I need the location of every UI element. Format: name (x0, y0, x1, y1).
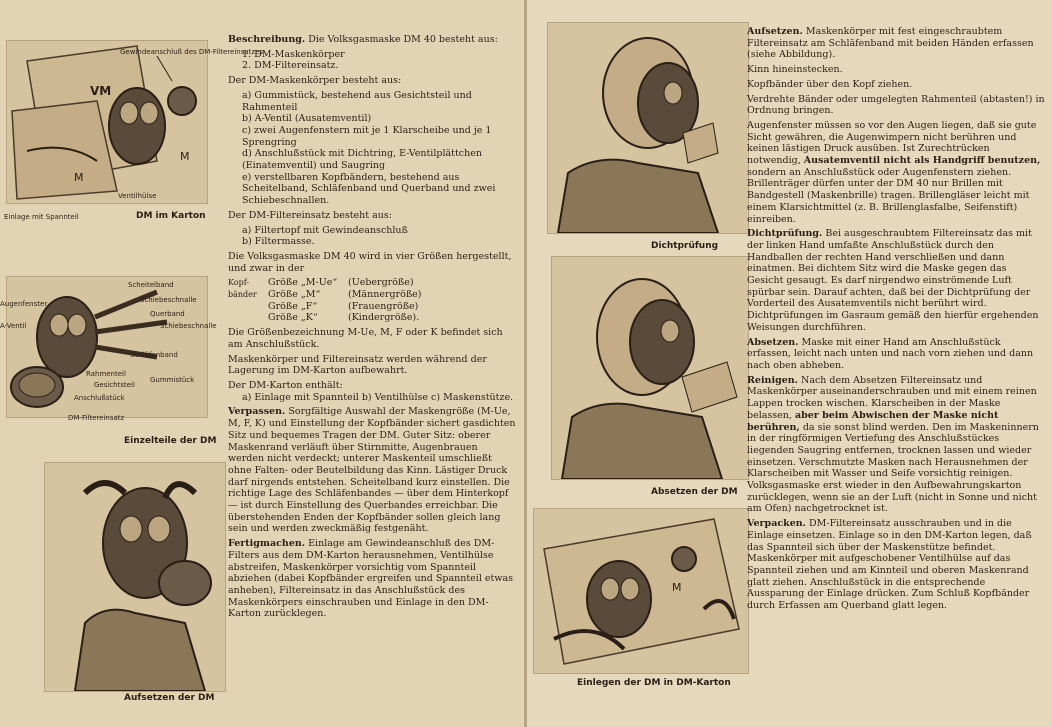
list-item: 1. DM-Maskenkörper (242, 48, 345, 60)
emphasis: aber beim Abwischen der Maske nicht berühren, (747, 409, 999, 433)
list-item: a) Einlage mit Spannteil b) Ventilhülse c) Maskenstütze. (242, 391, 514, 403)
box-mark: M (74, 171, 84, 184)
figure-label: Schläfenband (130, 351, 178, 359)
heading-reinigen: Reinigen. (747, 374, 798, 386)
heading-dichtpruefung: Dichtprüfung. (747, 228, 823, 240)
paragraph: sondern an Anschlußstück oder Augenfenstern ziehen. Brillenträger dürfen unter der DM 40 nur Brillen mit Bandgestell (Maskenbrille) tragen. Brillengläser leicht mit einem Klarsichtmittel (z. B. Brillenglasfalbe, Seifenstift) einreiben. (747, 166, 1030, 225)
figure-caption: Einlegen der DM in DM-Karton (577, 678, 731, 688)
paragraph: Sorgfältige Auswahl der Maskengröße (M-Ue, M, F, K) und Einstellung der Kopfbänder sichert gasdichten Sitz und bequemes Tragen der DM. Guter Sitz: oberer Maskenrand verläuft über Stirnmitte, Augenbrauen werden nicht verdeckt; unterer Maskenteil umschließt ohne Falten- oder Beutelbildung das Kinn. Lästiger Druck darf nirgends entstehen. Scheitelband kurz einstellen. Die richtige Lage des Schläfenbandes — über dem Hinterkopf — ist durch Einstellung des Querbandes erreichbar. Die überstehenden Enden der Kopfbänder sollen gleich lang sein und werden zweckmäßig festgenäht. (228, 406, 516, 535)
figure-label: Schiebeschnalle (140, 296, 197, 304)
heading-beschreibung: Beschreibung. (228, 34, 306, 45)
figure-label: Gummistück (150, 376, 195, 384)
illustration-putting-on-mask (44, 462, 226, 692)
heading-absetzen: Absetzen. (747, 336, 799, 348)
figure-label: Ventilhülse (118, 192, 157, 200)
figure-label: Scheitelband (128, 281, 174, 289)
size-name: Größe „M-Ue“ (268, 277, 338, 289)
list-item: a) Gummistück, bestehend aus Gesichtsteil und Rahmenteil (242, 89, 472, 113)
paragraph: Maskenkörper mit fest eingeschraubtem Filtereinsatz am Schläfenband mit beiden Händen erfassen (siehe Abbildung). (747, 26, 1034, 61)
figure-caption: Aufsetzen der DM (124, 693, 215, 703)
illustration-taking-off (551, 256, 749, 480)
figure-label: A-Ventil (0, 322, 27, 330)
paragraph: Maskenkörper und Filtereinsatz werden während der Lagerung im DM-Karton aufbewahrt. (228, 353, 487, 377)
paragraph: Augenfenster müssen so vor den Augen liegen, daß sie gute Sicht gewähren, die Augenwimpern nicht berühren und keinen lästigen Druck ausüben. Ist Zurechtrücken notwendig, (747, 119, 1037, 167)
paragraph: Die Volksgasmaske DM 40 wird in vier Größen hergestellt, und zwar in der (228, 250, 512, 274)
figure-caption: Absetzen der DM (651, 487, 738, 497)
sizes-label: Kopf-bänder (228, 278, 257, 300)
list-item: b) A-Ventil (Ausatemventil) (242, 113, 372, 125)
heading-verpassen: Verpassen. (228, 406, 286, 418)
box-mark: M (672, 581, 682, 594)
list-item: d) Anschlußstück mit Dichtring, E-Ventilplättchen (Einatemventil) und Saugring (242, 148, 482, 172)
size-desc: (Männergröße) (348, 289, 422, 301)
sizes-table (228, 277, 516, 324)
paragraph: Verdrehte Bänder oder umgelegten Rahmenteil (abtasten!) in Ordnung bringen. (747, 93, 1045, 117)
figure-label: Einlage mit Spannteil (4, 213, 79, 221)
illustration-dm-in-box (6, 40, 208, 204)
figure-caption: Dichtprüfung (651, 241, 719, 251)
figure-label: Rahmenteil (86, 370, 126, 378)
figure-label: Augenfenster (0, 300, 48, 308)
size-name: Größe „M“ (268, 289, 321, 301)
paragraph: Kopfbänder über den Kopf ziehen. (747, 78, 913, 90)
figure-label: Gesichtsteil (94, 381, 135, 389)
figure-label: DM-Filtereinsatz (68, 414, 125, 422)
list-item: b) Filtermasse. (242, 236, 315, 248)
paragraph: Maske mit einer Hand am Anschlußstück erfassen, leicht nach unten und nach vorn ziehen und dann nach oben abheben. (747, 336, 1034, 371)
list-item: 2. DM-Filtereinsatz. (242, 60, 339, 72)
paragraph: Der DM-Maskenkörper besteht aus: (228, 75, 402, 87)
size-name: Größe „K“ (268, 312, 318, 324)
right-page (527, 0, 1052, 727)
paragraph: Bei ausgeschraubtem Filtereinsatz das mit der linken Hand umfaßte Anschlußstück durch den Handballen der rechten Hand verschließen und dann einatmen. Bei dichtem Sitz wird die Maske gegen das Gesicht gesaugt. Es darf nirgendwo einströmende Luft spürbar sein. Darauf achten, daß bei der Dichtprüfung der Vorderteil des Ausatemventils nicht berührt wird. Dichtprüfungen im Gasraum gemäß den hierfür ergehenden Weisungen durchführen. (747, 228, 1039, 333)
left-page (0, 0, 524, 727)
box-mark: M (180, 150, 190, 163)
heading-verpacken: Verpacken. (747, 518, 806, 530)
paragraph: Die Größenbezeichnung M-Ue, M, F oder K befindet sich am Anschlußstück. (228, 327, 503, 350)
illustration-seal-test (547, 22, 749, 234)
size-name: Größe „F“ (268, 300, 318, 312)
left-text-column (228, 34, 516, 623)
figure-label: Gewindeanschluß des DM-Filtereinsatzes (120, 48, 264, 56)
figure-label: Schiebeschnalle (160, 322, 217, 330)
heading-aufsetzen: Aufsetzen. (747, 26, 803, 37)
paragraph: Kinn hineinstecken. (747, 64, 843, 76)
paragraph: Einlage am Gewindeanschluß des DM-Filters aus dem DM-Karton herausnehmen, Ventilhülse abstreifen, Maskenkörper vorsichtig vom Spannteil abziehen (dabei Kopfbänder ergreifen und Spannteil etwas anheben), Filtereinsatz in das Anschlußstück des Maskenkörpers einschrauben und Einlage in den DM-Karton zurücklegen. (228, 538, 513, 620)
figure-caption: Einzelteile der DM (124, 436, 217, 446)
right-text-column (747, 26, 1045, 615)
size-desc: (Kindergröße). (348, 312, 420, 324)
list-item: a) Filtertopf mit Gewindeanschluß (242, 224, 408, 236)
size-desc: (Frauengröße) (348, 300, 419, 312)
figure-label: Querband (150, 310, 185, 318)
figure-caption: DM im Karton (136, 211, 206, 221)
figure-label: Anschlußstück (74, 394, 125, 402)
paragraph: Die Volksgasmaske DM 40 besteht aus: (308, 34, 498, 45)
list-item: e) verstellbaren Kopfbändern, bestehend aus Scheitelband, Schläfenband und Querband und zwei Schiebeschnallen. (242, 171, 496, 207)
paragraph: Nach dem Absetzen Filtereinsatz und Maskenkörper auseinanderschrauben und mit einem reinen Lappen trocken wischen. Klarscheiben in der Maske belassen, (747, 374, 1037, 421)
emphasis: Ausatemventil nicht als Handgriff benutzen, (803, 155, 1041, 167)
list-item: c) zwei Augenfenstern mit je 1 Klarscheibe und je 1 Sprengring (242, 124, 492, 148)
paragraph: DM-Filtereinsatz ausschrauben und in die Einlage einsetzen. Einlage so in den DM-Karton legen, daß das Spannteil sich über der Maskenstütze befindet. Maskenkörper mit aufgeschobener Ventilhülse auf das Spannteil ziehen und am Kinnteil und oberen Maskenrand glatt ziehen. Anschlußstück in die entsprechende Aussparung der Einlage drücken. Zum Schluß Kopfbänder durch Erfassen am Querband glatt legen. (747, 518, 1032, 612)
paragraph: Der DM-Karton enthält: (228, 379, 343, 391)
paragraph: Der DM-Filtereinsatz besteht aus: (228, 209, 392, 221)
paragraph: da sie sonst blind werden. Den im Maskeninnern in der ringförmigen Vertiefung des Anschlußstückes liegenden Saugring entfernen, trocknen lassen und wieder einsetzen. Verschmutzte Masken nach Herausnehmen der Klarscheiben mit Wasser und Seife vorsichtig reinigen. Volksgasmaske erst wieder in den Aufbewahrungskarton zurücklegen, wenn sie an der Luft (nicht in Sonne und nicht am Ofen) nachgetrocknet ist. (747, 421, 1039, 515)
illustration-packing-into-box (533, 508, 749, 674)
box-mark: VM (90, 84, 112, 98)
heading-fertigmachen: Fertigmachen. (228, 538, 306, 550)
size-desc: (Uebergröße) (348, 277, 414, 289)
